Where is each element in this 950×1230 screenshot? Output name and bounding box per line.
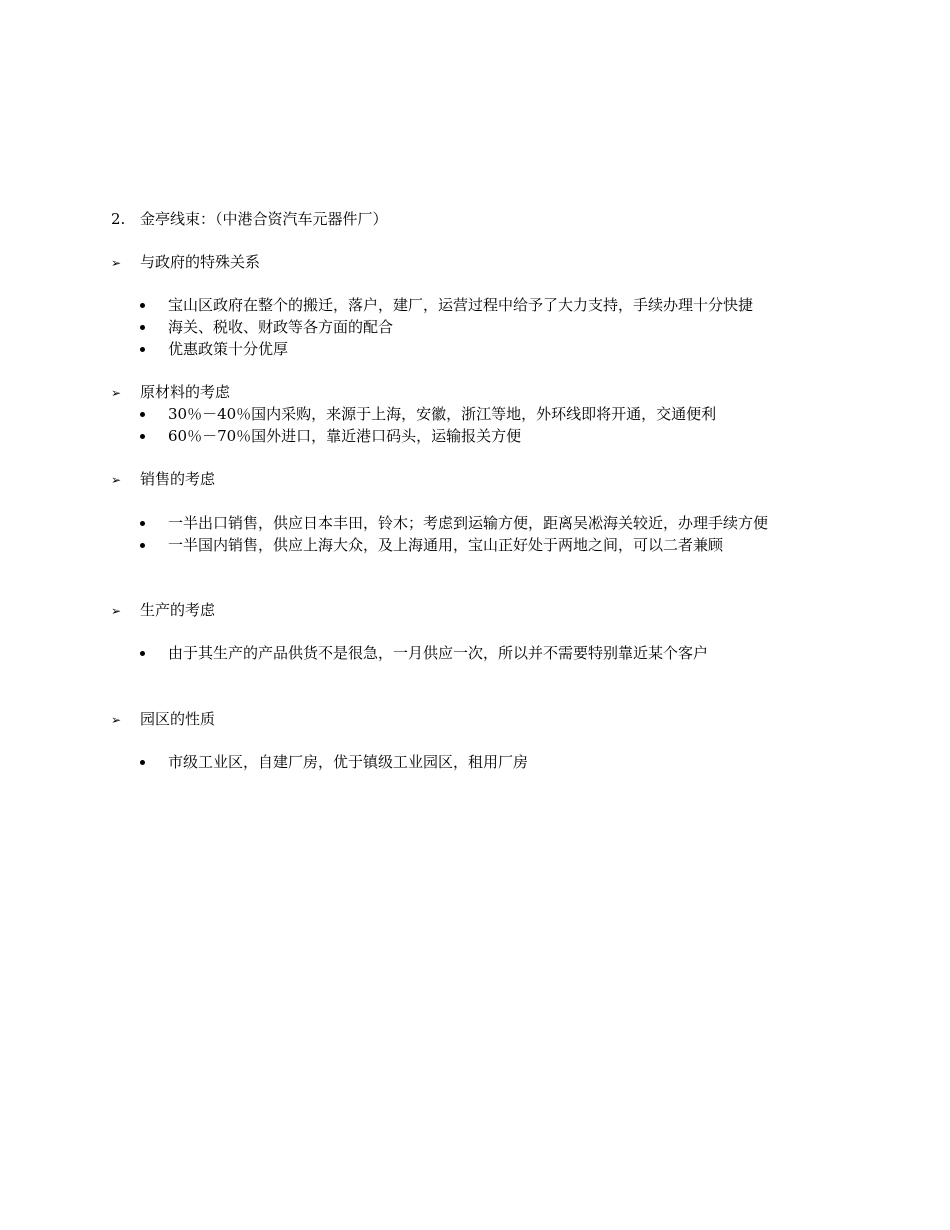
bullet-dot-icon (140, 760, 145, 765)
list-item-text: 一半国内销售，供应上海大众，及上海通用，宝山正好处于两地之间，可以二者兼顾 (168, 536, 724, 554)
subsection-title-text: 生产的考虑 (140, 601, 216, 619)
subsection-title-production (111, 599, 215, 622)
list-item (140, 294, 840, 316)
list-item-text: 一半出口销售，供应日本丰田，铃木；考虑到运输方便，距离吴凇海关较近，办理手续方便 (168, 514, 769, 532)
subsection-title-text: 原材料的考虑 (140, 383, 231, 401)
list-item-text: 宝山区政府在整个的搬迁，落户，建厂，运营过程中给予了大力支持，手续办理十分快捷 (168, 296, 754, 314)
bullet-list-materials (140, 403, 840, 447)
list-item (140, 425, 840, 447)
list-item-text: 市级工业区，自建厂房，优于镇级工业园区，租用厂房 (168, 753, 529, 771)
bullet-dot-icon (140, 325, 145, 330)
arrow-bullet-icon: ➢ (111, 386, 122, 400)
list-item-text: 60％－70％国外进口，靠近港口码头，运输报关方便 (168, 427, 522, 445)
list-item (140, 534, 840, 556)
arrow-bullet-icon: ➢ (111, 256, 122, 270)
subsection-title-government (111, 251, 260, 274)
bullet-list-sales (140, 512, 840, 556)
subsection-title-materials (111, 381, 230, 404)
bullet-dot-icon (140, 543, 145, 548)
bullet-dot-icon (140, 434, 145, 439)
list-item-text: 由于其生产的产品供货不是很急，一月供应一次，所以并不需要特别靠近某个客户 (168, 644, 709, 662)
list-item (140, 338, 840, 360)
bullet-dot-icon (140, 521, 145, 526)
arrow-bullet-icon: ➢ (111, 604, 122, 618)
list-item (140, 403, 840, 425)
bullet-list-park (140, 751, 840, 773)
list-item (140, 316, 840, 338)
bullet-dot-icon (140, 412, 145, 417)
arrow-bullet-icon: ➢ (111, 713, 122, 727)
bullet-dot-icon (140, 651, 145, 656)
subsection-title-text: 与政府的特殊关系 (140, 253, 261, 271)
bullet-list-government (140, 294, 840, 360)
list-item (140, 642, 840, 664)
list-item-text: 优惠政策十分优厚 (168, 340, 289, 358)
section-heading (111, 208, 388, 230)
bullet-dot-icon (140, 303, 145, 308)
list-item-text: 30％－40％国内采购，来源于上海，安徽，浙江等地，外环线即将开通，交通便利 (168, 405, 717, 423)
arrow-bullet-icon: ➢ (111, 473, 122, 487)
bullet-dot-icon (140, 347, 145, 352)
list-item (140, 512, 840, 534)
subsection-title-text: 销售的考虑 (140, 470, 216, 488)
heading-text: 金亭线束：（中港合资汽车元器件厂） (140, 210, 388, 228)
subsection-title-park (111, 708, 215, 731)
subsection-title-sales (111, 468, 215, 491)
subsection-title-text: 园区的性质 (140, 710, 216, 728)
list-item-text: 海关、税收、财政等各方面的配合 (168, 318, 394, 336)
list-item (140, 751, 840, 773)
bullet-list-production (140, 642, 840, 664)
heading-number: 2. (111, 210, 126, 228)
